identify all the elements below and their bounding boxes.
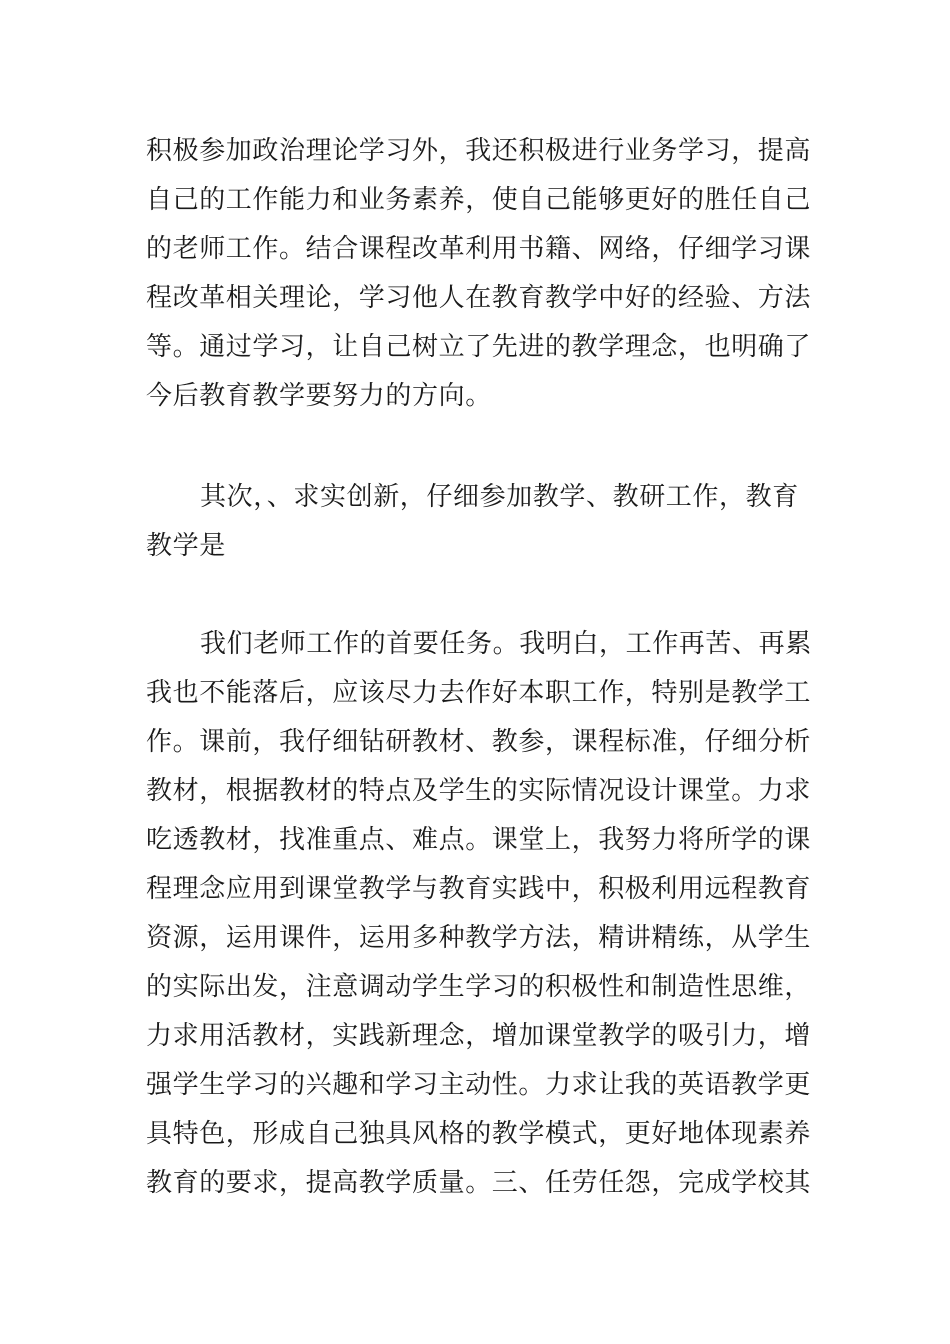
paragraph-3	[146, 620, 816, 1208]
text-line: 今后教育教学要努力的方向。	[146, 381, 492, 411]
text-line: 我也不能落后，应该尽力去作好本职工作，特别是教学工	[146, 678, 812, 708]
paragraph-1	[146, 127, 816, 421]
text-line: 力求用活教材，实践新理念，增加课堂教学的吸引力，增	[146, 1021, 812, 1051]
text-line: 程理念应用到课堂教学与教育实践中，积极利用远程教育	[146, 874, 812, 904]
text-line: 我们老师工作的首要任务。我明白，工作再苦、再累	[200, 629, 812, 659]
text-line: 的实际出发，注意调动学生学习的积极性和制造性思维，	[146, 972, 812, 1002]
text-line: 教学是	[146, 531, 226, 561]
text-line: 强学生学习的兴趣和学习主动性。力求让我的英语教学更	[146, 1070, 812, 1100]
text-line: 等。通过学习，让自己树立了先进的教学理念，也明确了	[146, 332, 812, 362]
text-line: 教材，根据教材的特点及学生的实际情况设计课堂。力求	[146, 776, 812, 806]
text-line: 其次，、求实创新，仔细参加教学、教研工作，教育	[200, 482, 799, 512]
text-line: 程改革相关理论，学习他人在教育教学中好的经验、方法	[146, 283, 812, 313]
paragraph-2	[146, 473, 816, 571]
text-line: 具特色，形成自己独具风格的教学模式，更好地体现素养	[146, 1119, 812, 1149]
text-line: 作。课前，我仔细钻研教材、教参，课程标准，仔细分析	[146, 727, 812, 757]
text-line: 吃透教材，找准重点、难点。课堂上，我努力将所学的课	[146, 825, 812, 855]
text-line: 积极参加政治理论学习外，我还积极进行业务学习，提高	[146, 136, 812, 166]
text-line: 的老师工作。结合课程改革利用书籍、网络，仔细学习课	[146, 234, 812, 264]
text-line: 教育的要求，提高教学质量。三、任劳任怨，完成学校其	[146, 1168, 812, 1198]
text-line: 资源，运用课件，运用多种教学方法，精讲精练，从学生	[146, 923, 812, 953]
text-line: 自己的工作能力和业务素养，使自己能够更好的胜任自己	[146, 185, 812, 215]
